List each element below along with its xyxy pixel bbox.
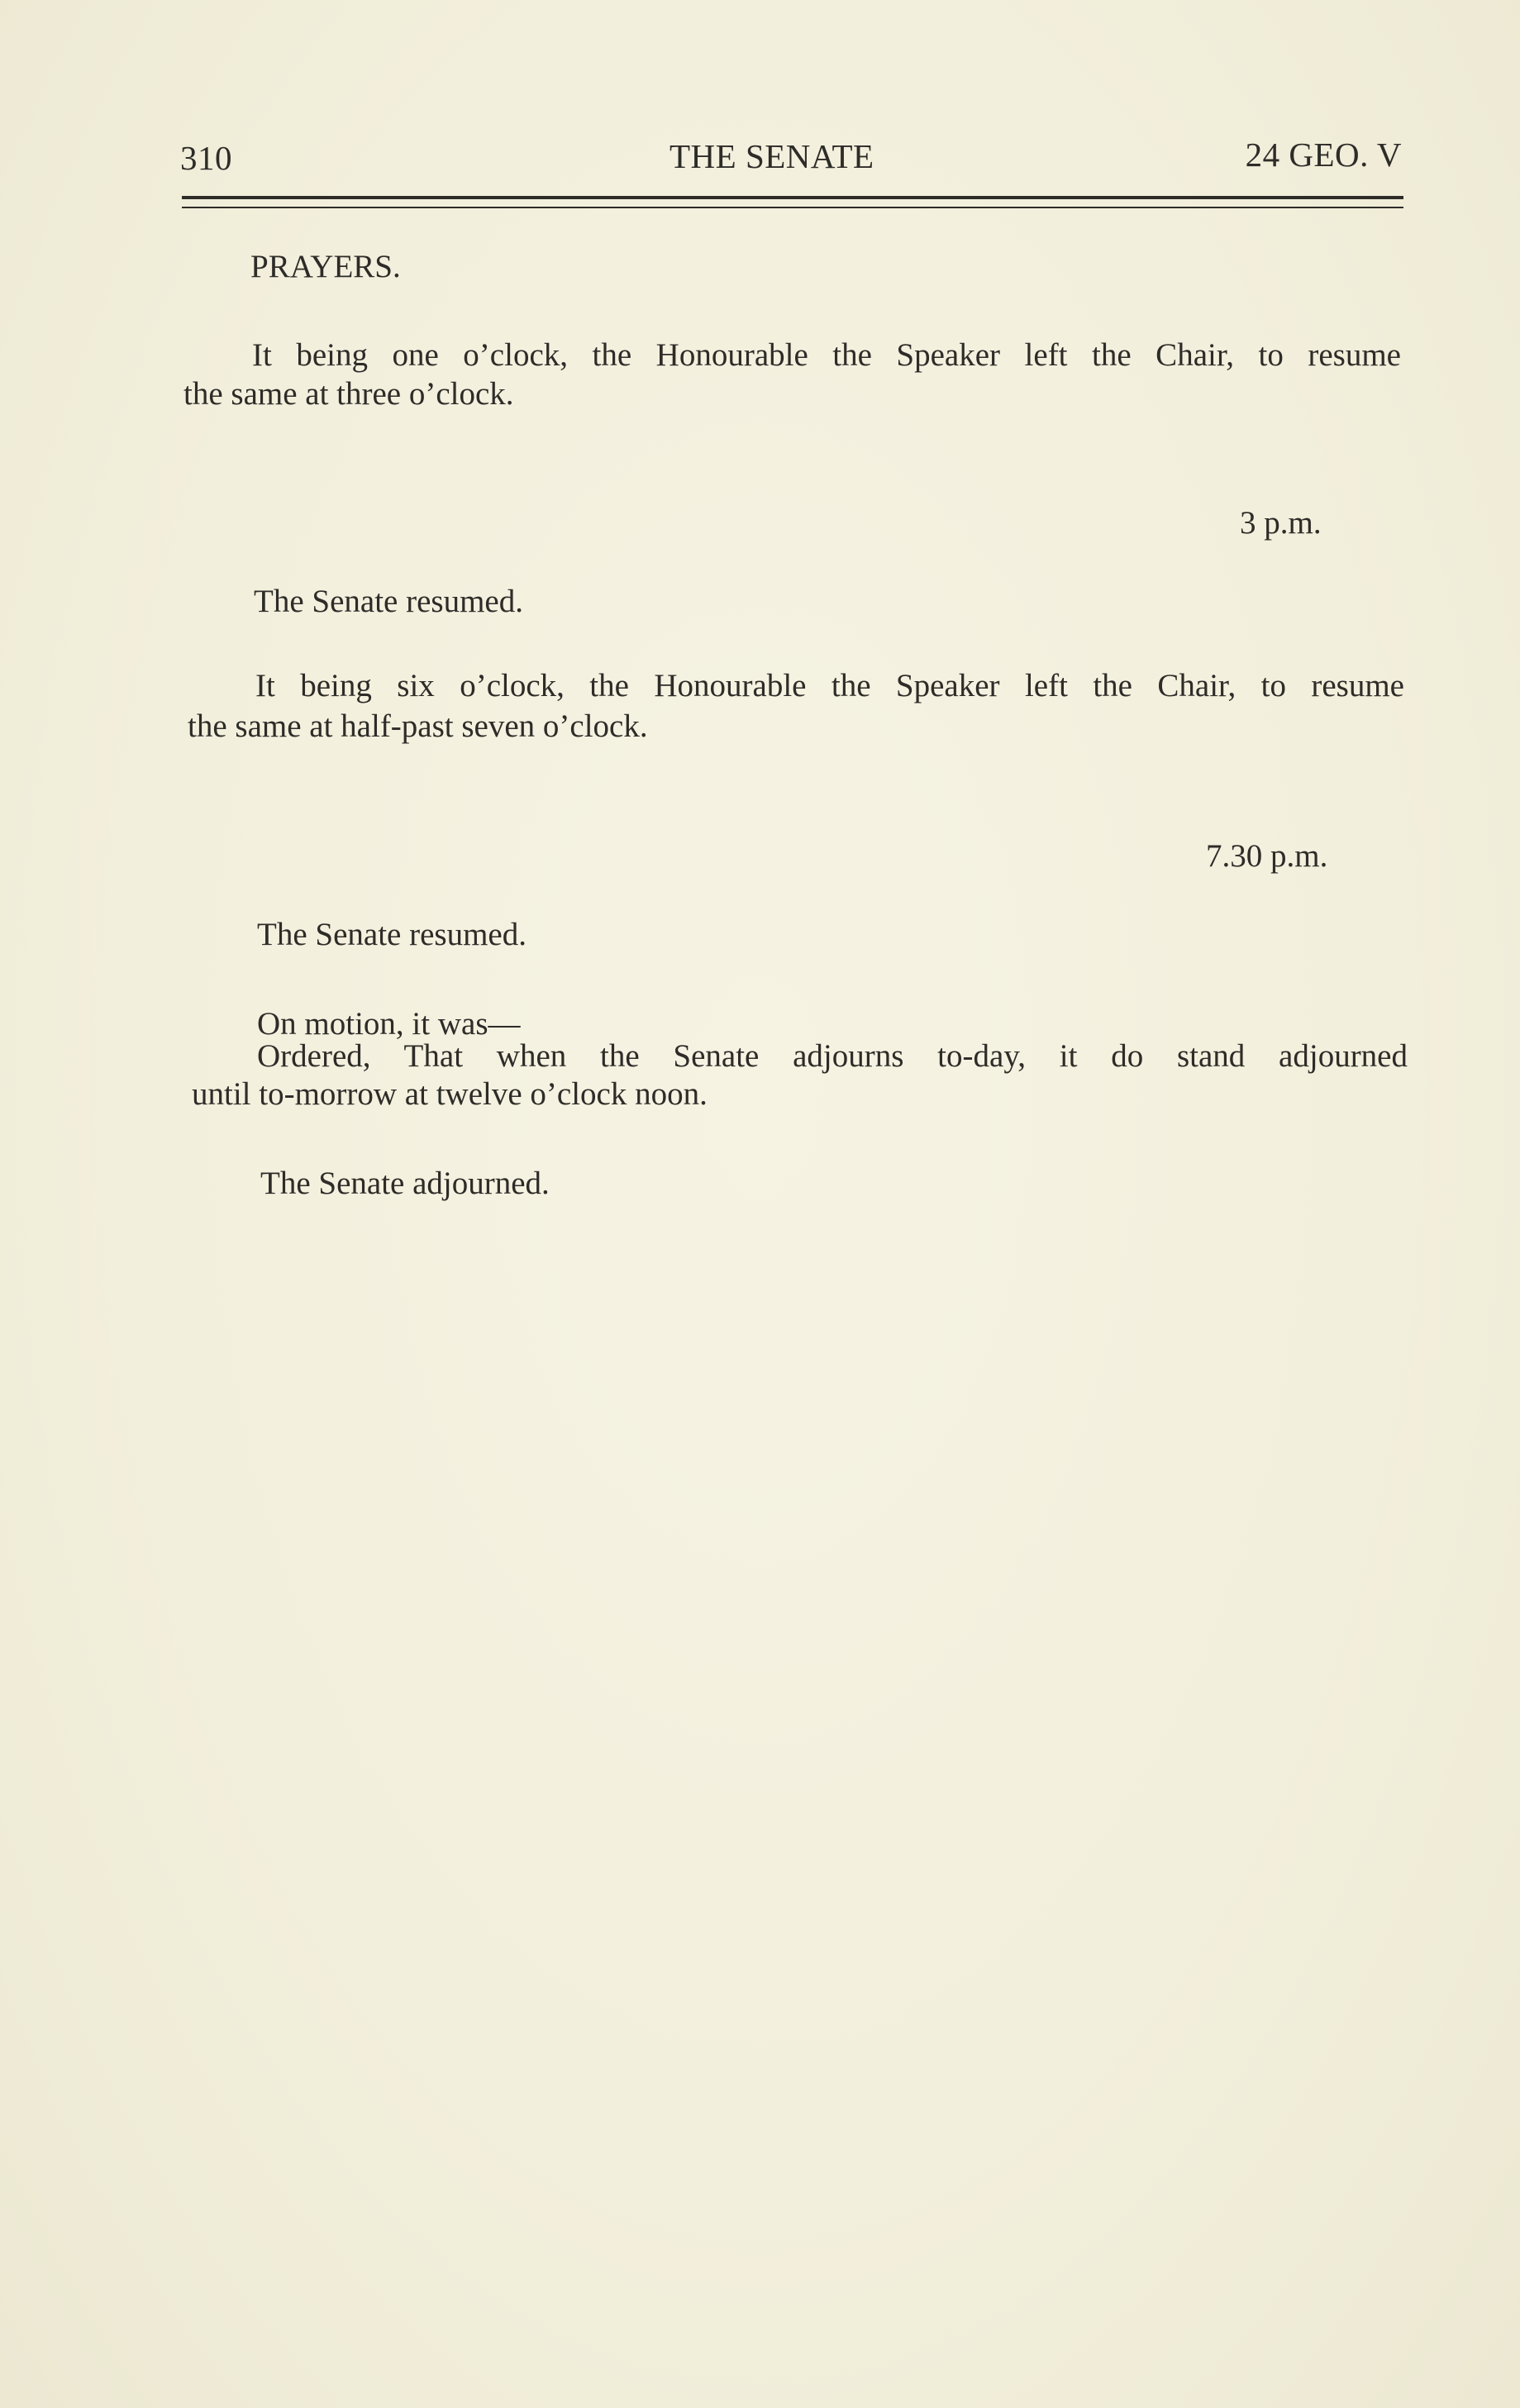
prayers-heading: PRAYERS. [250, 249, 401, 284]
time-730pm: 7.30 p.m. [1206, 838, 1328, 874]
running-title: THE SENATE [669, 137, 874, 175]
paragraph-1-line-1: It being one o’clock, the Honourable the Speaker left the Chair, to resume [252, 337, 1401, 373]
order-line-2: until to-morrow at twelve o’clock noon. [192, 1076, 708, 1112]
header-rule-thin [182, 207, 1403, 208]
time-3pm: 3 p.m. [1240, 505, 1322, 541]
paragraph-2-line-1: It being six o’clock, the Honourable the Speaker left the Chair, to resume [255, 668, 1404, 703]
paragraph-2-line-2: the same at half-past seven o’clock. [188, 708, 648, 744]
running-header [180, 135, 1402, 176]
paragraph-1-line-2: the same at three o’clock. [183, 376, 514, 412]
senate-resumed-1: The Senate resumed. [254, 584, 523, 619]
header-rule-thick [182, 196, 1403, 199]
motion-line: On motion, it was— [257, 1006, 521, 1042]
senate-adjourned: The Senate adjourned. [260, 1166, 550, 1201]
regnal-year: 24 GEO. V [1245, 136, 1402, 174]
senate-resumed-2: The Senate resumed. [257, 917, 527, 952]
order-line-1: Ordered, That when the Senate adjourns to-day, it do stand adjourned [257, 1038, 1408, 1074]
page-number: 310 [180, 139, 232, 177]
